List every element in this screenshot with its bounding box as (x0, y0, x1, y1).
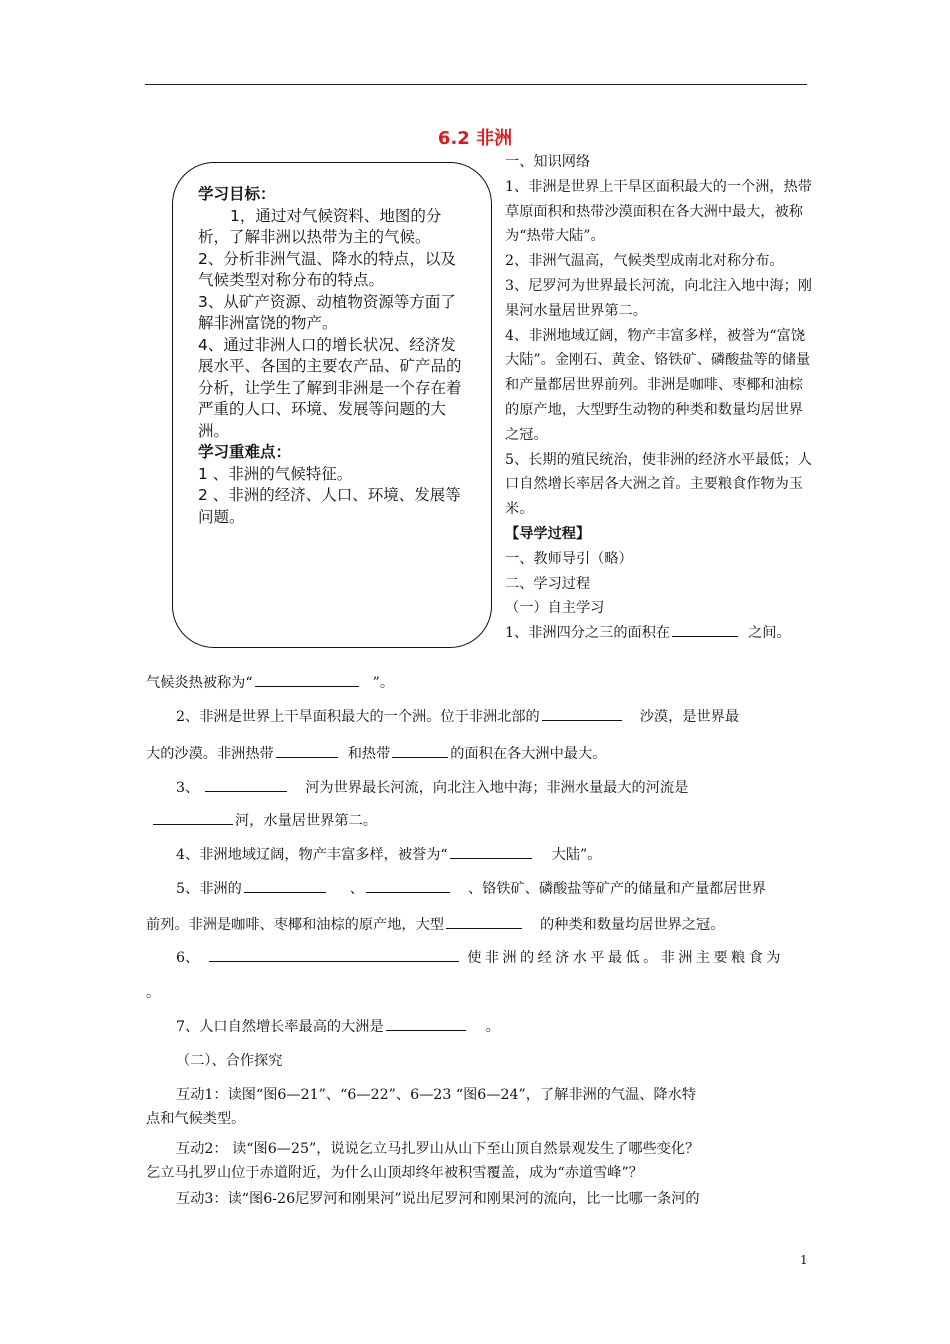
interaction-item: 乞立马扎罗山位于赤道附近，为什么山顶却终年被积雪覆盖，成为“赤道雪峰”？ (146, 1165, 643, 1181)
key-point-item: 1 、非洲的气候特征。 (198, 464, 353, 483)
key-point-item: 2 、非洲的经济、人口、环境、发展等问题。 (198, 486, 461, 526)
objective-item: 4、通过非洲人口的增长状况、经济发展水平、各国的主要农产品、矿产品的分析，让学生了解到非洲是一个存在着严重的人口、环境、发展等问题的大洲。 (198, 335, 462, 440)
interaction-item: 互动2： 读“图6—25”，说说乞立马扎罗山从山下至山顶自然景观发生了哪些变化？ (176, 1141, 700, 1157)
page-title: 6.2 非洲 (437, 128, 513, 149)
answer-blank[interactable] (446, 914, 522, 929)
knowledge-column (505, 150, 815, 646)
answer-blank[interactable] (450, 844, 532, 859)
interaction-item: 互动1：读图“图6—21”、“6—22”、6—23 “图6—24”，了解非洲的气温、降水特 (176, 1087, 697, 1103)
question-line: 3、 河为世界最长河流，向北注入地中海；非洲水量最大的河流是 (176, 777, 688, 797)
knowledge-item: 5、长期的殖民统治，使非洲的经济水平最低；人口自然增长率居各大洲之首。主要粮食作物为玉米。 (505, 451, 812, 518)
objective-item: 2、分析非洲气温、降水的特点，以及气候类型对称分布的特点。 (198, 249, 456, 289)
question-line: 2、非洲是世界上干旱面积最大的一个洲。位于非洲北部的 沙漠，是世界最 (176, 706, 739, 726)
question-line: 4、非洲地域辽阔，物产丰富多样，被誉为“ 大陆”。 (176, 844, 601, 864)
answer-blank[interactable] (392, 743, 448, 758)
coop-heading: （二）、合作探究 (176, 1053, 283, 1069)
question-line: 。 (146, 985, 161, 1001)
page-number: 1 (800, 1253, 808, 1267)
guide-step: 二、学习过程 (505, 575, 591, 592)
question-line: 前列。非洲是咖啡、枣椰和油棕的原产地，大型 的种类和数量均居世界之冠。 (146, 914, 724, 934)
question-line: 6、 使非洲的经济水平最低。非洲主要粮食为 (176, 947, 784, 967)
objectives-heading: 学习目标： (198, 185, 276, 203)
knowledge-item: 1、非洲是世界上干旱区面积最大的一个洲，热带草原面积和热带沙漠面积在各大洲中最大，被称为“热带大陆”。 (505, 178, 812, 245)
answer-blank[interactable] (386, 1016, 466, 1031)
answer-blank[interactable] (153, 810, 233, 825)
objective-item: 1，通过对气候资料、地图的分析，了解非洲以热带为主的气候。 (198, 206, 442, 246)
guide-heading: 【导学过程】 (505, 525, 591, 542)
knowledge-item: 3、尼罗河为世界最长河流，向北注入地中海；刚果河水量居世界第二。 (505, 277, 812, 319)
question-line: 大的沙漠。非洲热带 和热带 的面积在各大洲中最大。 (146, 743, 606, 763)
objective-item: 3、从矿产资源、动植物资源等方面了解非洲富饶的物产。 (198, 292, 456, 332)
question-line: 1、非洲四分之三的面积在 之间。 (505, 621, 815, 646)
answer-blank[interactable] (672, 622, 738, 637)
header-rule (145, 84, 807, 85)
knowledge-item: 2、非洲气温高，气候类型成南北对称分布。 (505, 253, 784, 270)
guide-step: 一、教师导引（略） (505, 550, 633, 567)
answer-blank[interactable] (244, 878, 326, 893)
objectives-content (198, 184, 470, 528)
answer-blank[interactable] (205, 777, 287, 792)
question-line: 5、非洲的 、 、铬铁矿、磷酸盐等矿产的储量和产量都居世界 (176, 878, 766, 898)
guide-substep: （一）自主学习 (505, 600, 605, 617)
answer-blank[interactable] (366, 878, 450, 893)
answer-blank[interactable] (276, 743, 338, 758)
interaction-item: 互动3：读“图6-26尼罗河和刚果河”说出尼罗河和刚果河的流向，比一比哪一条河的 (176, 1191, 700, 1207)
knowledge-heading: 一、知识网络 (505, 154, 591, 170)
interaction-item: 点和气候类型。 (146, 1111, 246, 1127)
key-points-heading: 学习重难点： (198, 443, 292, 461)
question-line: 气候炎热被称为“ ”。 (146, 672, 394, 692)
answer-blank[interactable] (209, 947, 459, 962)
knowledge-item: 4、非洲地域辽阔，物产丰富多样，被誉为“富饶大陆”。金刚石、黄金、铬铁矿、磷酸盐等的储量和产量都居世界前列。非洲是咖啡、枣椰和油棕的原产地，大型野生动物的种类和数量均居世界之冠。 (505, 327, 811, 443)
question-line: 7、人口自然增长率最高的大洲是 。 (176, 1016, 500, 1036)
answer-blank[interactable] (542, 706, 622, 721)
question-line: 河，水量居世界第二。 (153, 810, 377, 830)
answer-blank[interactable] (255, 672, 359, 687)
